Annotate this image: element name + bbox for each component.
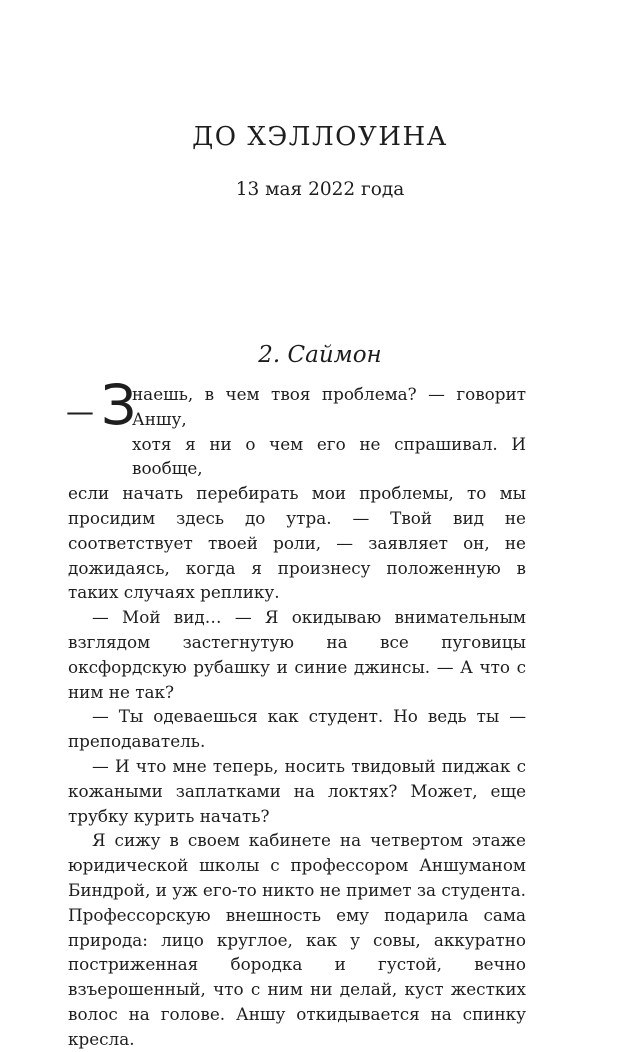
opening-dash: — xyxy=(66,395,94,428)
paragraph: Я сижу в своем кабинете на четвертом этаже юридической школы с профессором Аншуманом Биндрой, и уж его-то никто не примет за студента. Профессорскую внешность ему подарила сама природа: лицо круглое, как у совы, аккуратно постриженная бородка и густой, вечно взъерошенный, что с ним ни делай, куст жестких волос на голове. Аншу откидывается на спинку кресла. xyxy=(68,830,526,1049)
part-title: ДО ХЭЛЛОУИНА xyxy=(192,122,448,152)
drop-cap: З xyxy=(101,373,137,437)
opening-line-2: хотя я ни о чем его не спрашивал. И вообще, xyxy=(132,433,526,479)
opening-paragraph-rest: если начать перебирать мои проблемы, то мы просидим здесь до утра. — Твой вид не соответствует твоей роли, — заявляет он, не дожидаясь, когда я произнесу положенную в таких случаях реплику. xyxy=(68,483,526,603)
opening-line-1: наешь, в чем твоя проблема? — говорит Аншу, xyxy=(132,384,526,429)
paragraph: — И что мне теперь, носить твидовый пиджак с кожаными заплатками на локтях? Может, еще трубку курить начать? xyxy=(68,755,526,826)
chapter-title: 2. Саймон xyxy=(258,342,382,368)
opening-paragraph xyxy=(66,373,526,481)
chapter-body xyxy=(66,373,526,1052)
paragraph: — Мой вид… — Я окидываю внимательным взглядом застегнутую на все пуговицы оксфордскую рубашку и синие джинсы. — А что с ним не так? xyxy=(68,607,526,702)
part-date: 13 мая 2022 года xyxy=(235,179,405,200)
paragraph: — Ты одеваешься как студент. Но ведь ты — преподаватель. xyxy=(68,706,526,752)
